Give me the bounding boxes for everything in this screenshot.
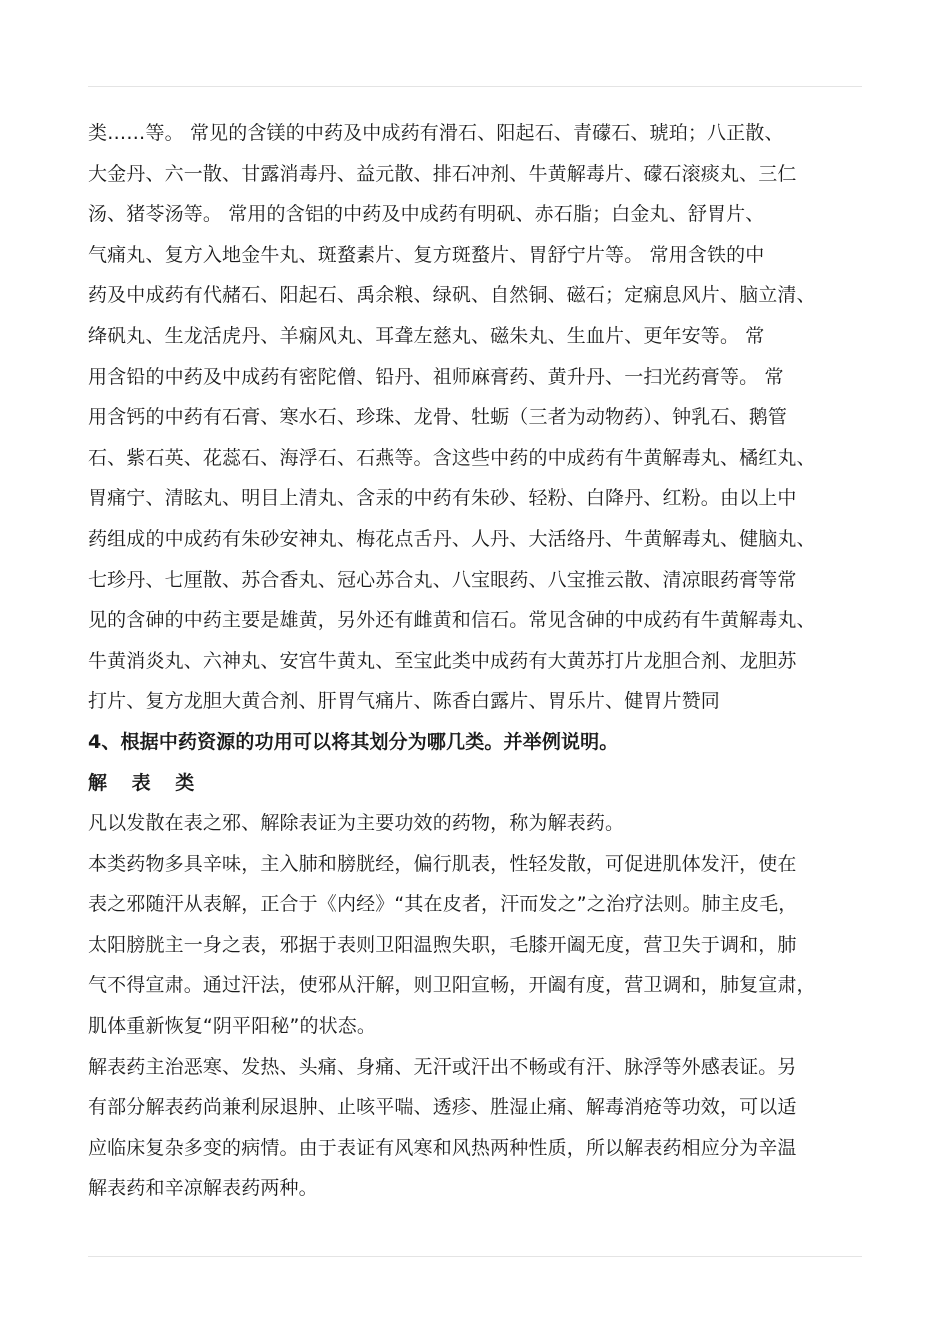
text-line: 类……等。 常见的含镁的中药及中成药有滑石、阳起石、青礞石、琥珀；八正散、 (88, 122, 784, 144)
body-line: 应临床复杂多变的病情。由于表证有风寒和风热两种性质，所以解表药相应分为辛温 (88, 1136, 797, 1159)
body-line: 气不得宣肃。通过汗法，使邪从汗解，则卫阳宣畅，开阖有度，营卫调和，肺复宣肃， (88, 974, 816, 997)
section-heading: 解 表 类 (88, 771, 204, 794)
text-line: 见的含砷的中药主要是雄黄，另外还有雌黄和信石。常见含砷的中成药有牛黄解毒丸、 (88, 609, 816, 632)
body-line: 太阳膀胱主一身之表，邪据于表则卫阳温煦失职，毛膝开阖无度，营卫失于调和，肺 (88, 933, 797, 956)
body-line: 解表药和辛凉解表药两种。 (88, 1177, 318, 1200)
text-line: 用含铅的中药及中成药有密陀僧、铅丹、祖师麻膏药、黄升丹、一扫光药膏等。 常 (88, 365, 784, 388)
text-line: 气痛丸、复方入地金牛丸、斑蝥素片、复方斑蝥片、胃舒宁片等。 常用含铁的中 (88, 243, 765, 266)
body-line: 有部分解表药尚兼利尿退肿、止咳平喘、透疹、胜湿止痛、解毒消疮等功效，可以适 (88, 1096, 797, 1119)
body-line: 表之邪随汗从表解，正合于《内经》“其在皮者，汗而发之”之治疗法则。肺主皮毛， (88, 893, 798, 916)
text-line: 牛黄消炎丸、六神丸、安宫牛黄丸、至宝此类中成药有大黄苏打片龙胆合剂、龙胆苏 (88, 649, 797, 672)
text-line: 七珍丹、七厘散、苏合香丸、冠心苏合丸、八宝眼药、八宝推云散、清凉眼药膏等常 (88, 568, 797, 591)
text-line: 药组成的中成药有朱砂安神丸、梅花点舌丹、人丹、大活络丹、牛黄解毒丸、健脑丸、 (88, 527, 816, 550)
body-line: 本类药物多具辛味，主入肺和膀胱经，偏行肌表，性轻发散，可促进肌体发汗，使在 (88, 852, 797, 875)
text-line: 大金丹、六一散、甘露消毒丹、益元散、排石冲剂、牛黄解毒片、礞石滚痰丸、三仁 (88, 162, 797, 185)
text-line: 打片、复方龙胆大黄合剂、肝胃气痛片、陈香白露片、胃乐片、健胃片赞同 (88, 690, 720, 713)
question-heading: 4、根据中药资源的功用可以将其划分为哪几类。并举例说明。 (88, 730, 619, 753)
page-top-rule (88, 86, 862, 87)
body-line: 凡以发散在表之邪、解除表证为主要功效的药物，称为解表药。 (88, 812, 625, 835)
text-line: 用含钙的中药有石膏、寒水石、珍珠、龙骨、牡蛎（三者为动物药）、钟乳石、鹅管 (88, 406, 788, 429)
text-line: 绛矾丸、生龙活虎丹、羊痫风丸、耳聋左慈丸、磁朱丸、生血片、更年安等。 常 (88, 324, 765, 347)
text-line: 胃痛宁、清眩丸、明目上清丸、含汞的中药有朱砂、轻粉、白降丹、红粉。由以上中 (88, 487, 797, 510)
document-body (88, 113, 888, 1209)
page-bottom-rule (88, 1256, 862, 1257)
body-line: 肌体重新恢复“阴平阳秘”的状态。 (88, 1015, 377, 1038)
text-line: 药及中成药有代赭石、阳起石、禹余粮、绿矾、自然铜、磁石；定痫息风片、脑立清、 (88, 284, 816, 307)
body-line: 解表药主治恶寒、发热、头痛、身痛、无汗或汗出不畅或有汗、脉浮等外感表证。另 (88, 1055, 797, 1078)
text-line: 石、紫石英、花蕊石、海浮石、石燕等。含这些中药的中成药有牛黄解毒丸、橘红丸、 (88, 446, 816, 469)
text-line: 汤、猪苓汤等。 常用的含铝的中药及中成药有明矾、赤石脂；白金丸、舒胃片、 (88, 203, 765, 226)
